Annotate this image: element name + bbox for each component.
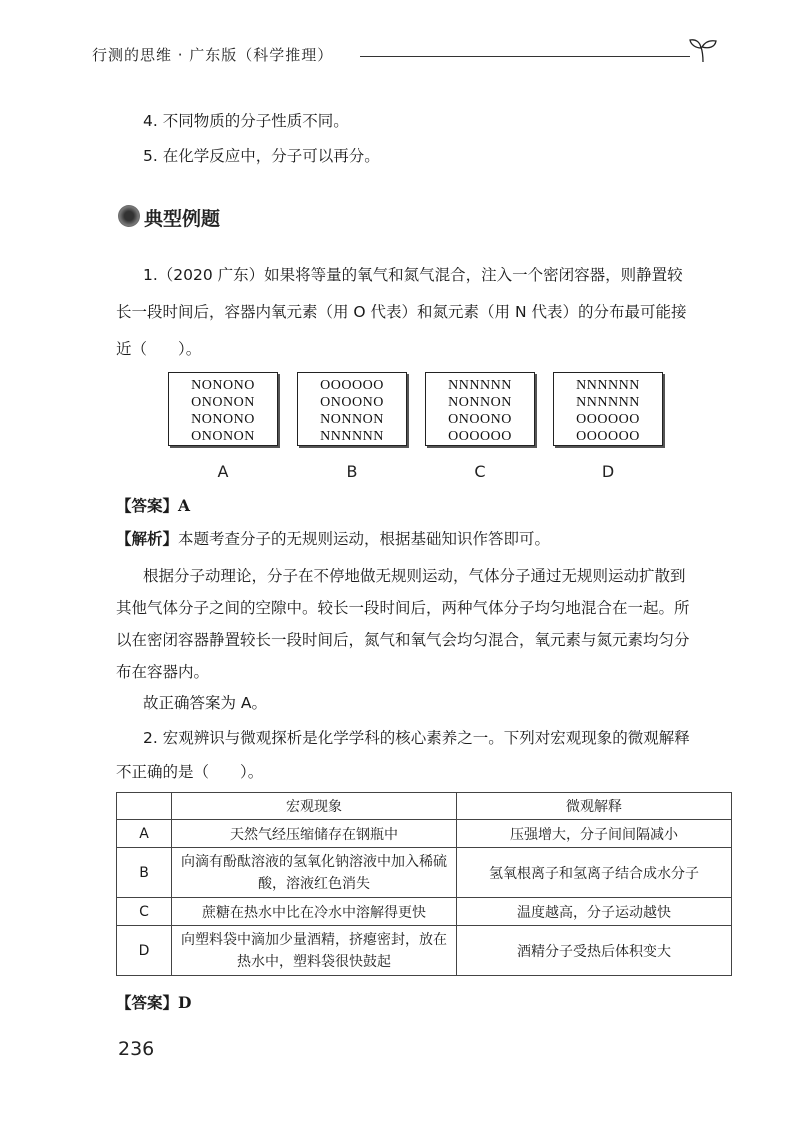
explain-line-3: 以在密闭容器静置较长一段时间后，氮气和氧气会均匀混合，氧元素与氮元素均匀分 [116,631,690,649]
box-row: NNNNNN [320,429,384,444]
box-row: NNNNNN [448,378,512,393]
option-label-b: B [346,462,358,481]
table-cell-option: D [117,926,172,976]
answer-value: A [178,496,191,515]
q1-line-1: 1.（2020 广东）如果将等量的氧气和氮气混合，注入一个密闭容器，则静置较 [143,266,683,284]
table-cell-micro: 温度越高，分子运动越快 [457,898,732,926]
q2-line-1: 2. 宏观辨识与微观探析是化学学科的核心素养之一。下列对宏观现象的微观解释 [143,729,690,747]
box-row: ONONON [191,395,255,410]
box-row: ONOONO [320,395,384,410]
q1-answer [116,496,190,516]
macro-micro-table [116,792,732,976]
box-row: OOOOOO [448,429,512,444]
box-row: NONONO [191,378,255,393]
box-row: NONONO [191,412,255,427]
table-cell-macro: 蔗糖在热水中比在冷水中溶解得更快 [172,898,457,926]
box-row: NNNNNN [576,378,640,393]
gear-badge-icon [118,205,140,227]
point-4: 4. 不同物质的分子性质不同。 [143,112,349,130]
q1-line-2: 长一段时间后，容器内氧元素（用 O 代表）和氮元素（用 N 代表）的分布最可能接 [116,303,687,321]
table-cell-macro: 向滴有酚酞溶液的氢氧化钠溶液中加入稀硫酸，溶液红色消失 [172,848,457,898]
box-row: OOOOOO [576,429,640,444]
point-5: 5. 在化学反应中，分子可以再分。 [143,147,380,165]
analysis-text: 本题考查分子的无规则运动，根据基础知识作答即可。 [178,530,551,548]
table-header-cell [117,793,172,820]
answer-value: D [178,993,192,1012]
table-cell-micro: 酒精分子受热后体积变大 [457,926,732,976]
box-row: NONNON [448,395,512,410]
table-row [117,820,732,848]
box-row: NNNNNN [576,395,640,410]
analysis-tag: 【解析】 [116,530,179,548]
table-cell-micro: 氢氧根离子和氢离子结合成水分子 [457,848,732,898]
table-header-cell: 宏观现象 [172,793,457,820]
box-row: ONONON [191,429,255,444]
q1-line-3: 近（ ）。 [116,340,202,358]
sprout-icon [688,38,718,64]
option-box-b [297,372,407,446]
q2-line-2: 不正确的是（ ）。 [116,763,264,781]
option-box-a [168,372,278,446]
header-title: 行测的思维 · 广东版（科学推理） [92,46,334,64]
explain-line-1: 根据分子动理论，分子在不停地做无规则运动，气体分子通过无规则运动扩散到 [143,567,686,585]
option-box-d [553,372,663,446]
option-label-c: C [474,462,486,481]
table-header-row [117,793,732,820]
q1-conclusion: 故正确答案为 A。 [143,694,268,712]
table-row [117,926,732,976]
box-row: OOOOOO [320,378,384,393]
table-row [117,898,732,926]
table-row [117,848,732,898]
table-header-cell: 微观解释 [457,793,732,820]
box-row: NONNON [320,412,384,427]
table-cell-micro: 压强增大，分子间间隔减小 [457,820,732,848]
explain-line-2: 其他气体分子之间的空隙中。较长一段时间后，两种气体分子均匀地混合在一起。所 [116,599,690,617]
q2-answer [116,993,191,1013]
answer-tag: 【答案】 [116,497,179,515]
table-cell-macro: 天然气经压缩储存在钢瓶中 [172,820,457,848]
table-cell-option: A [117,820,172,848]
table-cell-macro: 向塑料袋中滴加少量酒精，挤瘪密封，放在热水中，塑料袋很快鼓起 [172,926,457,976]
page-number: 236 [118,1038,155,1060]
table-cell-option: C [117,898,172,926]
answer-tag: 【答案】 [116,994,179,1012]
box-row: OOOOOO [576,412,640,427]
q1-analysis [116,529,550,549]
box-row: ONOONO [448,412,512,427]
table-cell-option: B [117,848,172,898]
running-header [92,38,722,68]
option-label-d: D [601,462,615,481]
option-box-c [425,372,535,446]
section-title: 典型例题 [144,208,221,230]
explain-line-4: 布在容器内。 [116,663,210,681]
header-rule [360,56,690,57]
option-label-a: A [217,462,229,481]
